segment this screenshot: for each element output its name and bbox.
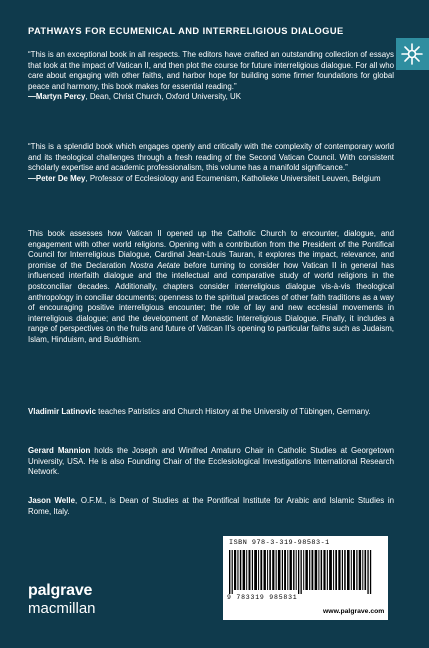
isbn-text: ISBN 978-3-319-98583-1: [229, 539, 330, 547]
bio-name: Jason Welle: [28, 496, 75, 505]
endorsement-1-quote: “This is an exceptional book in all respects. The editors have crafted an outstanding collection of essays that look at the impact of Vatican II, and then plot the course for future interreligious dialogue. For all who care about engaging with other faiths, and harbor hope for building some firmer foundations for global peace and harmony, this book makes for essential reading.”: [28, 50, 394, 91]
publisher-website: www.palgrave.com: [323, 608, 385, 615]
endorsement-2-affiliation: , Professor of Ecclesiology and Ecumenism, Katholieke Universiteit Leuven, Belgium: [85, 173, 381, 183]
endorsement-2-quote: “This is a splendid book which engages openly and critically with the complexity of contemporary world and its theological challenges through a fresh reading of the Second Vatican Council. With consistent scholarly expertise and academic professionalism, this volume has a manifold significance.”: [28, 142, 394, 173]
publisher-name-line-2: macmillan: [28, 600, 96, 617]
bio-text: holds the Joseph and Winifred Amaturo Chair in Catholic Studies at Georgetown University, USA. He is also Founding Chair of the Ecclesiological Investigations International Research Network.: [28, 446, 394, 477]
barcode-image: [229, 550, 381, 594]
series-title: PATHWAYS FOR ECUMENICAL AND INTERRELIGIOUS DIALOGUE: [28, 26, 344, 36]
endorsement-2: [28, 142, 394, 184]
bio-text: teaches Patristics and Church History at the University of Tübingen, Germany.: [95, 407, 371, 416]
endorsement-1: [28, 50, 394, 103]
barcode-digits: 9 783319 985831: [227, 594, 298, 601]
bio-editor-1: [28, 407, 394, 418]
bio-text: , O.F.M., is Dean of Studies at the Pontifical Institute for Arabic and Islamic Studies in Rome, Italy.: [28, 496, 394, 516]
bio-name: Gerard Mannion: [28, 446, 91, 455]
publisher-name-line-1: palgrave: [28, 582, 93, 599]
bio-editor-2: [28, 446, 394, 478]
series-logo-icon: [396, 38, 429, 70]
description-italic-title: Nostra Aetate: [130, 260, 180, 270]
endorsement-2-name: —Peter De Mey: [28, 173, 86, 183]
description-part-2: before turning to consider how Vatican II in general has influenced interfaith dialogue and the intellectual and comparative study of world religions in the postconciliar decades. Additionally, chapters consider interreligious dialogue vis-à-vis theological anthropology in conciliar documents; openness to the spiritual practices of other faith traditions as a way of encouraging positive interreligious encounter; the role of lay and new ecclesial movements in interreligious dialogue; and the development of Monastic Interreligious Dialogue. Finally, it includes a range of perspectives on the fruits and future of Vatican II’s opening to particular faiths such as Judaism, Islam, Hinduism, and Buddhism.: [28, 260, 395, 344]
description-part-1: This book assesses how Vatican II opened up the Catholic Church to encounter, dialogue, and engagement with other world religions. Opening with a contribution from the President of the Pontifical Council for Interreligious Dialogue, Cardinal Jean-Louis Tauran, it explores the impact, relevance, and promise of the Declaration: [28, 229, 394, 270]
bio-name: Vladimir Latinovic: [28, 407, 96, 416]
book-description: [28, 229, 394, 346]
endorsement-1-affiliation: , Dean, Christ Church, Oxford University, UK: [85, 92, 241, 102]
endorsement-1-name: —Martyn Percy: [28, 92, 86, 102]
barcode-panel: [223, 536, 388, 620]
bio-editor-3: [28, 496, 394, 517]
